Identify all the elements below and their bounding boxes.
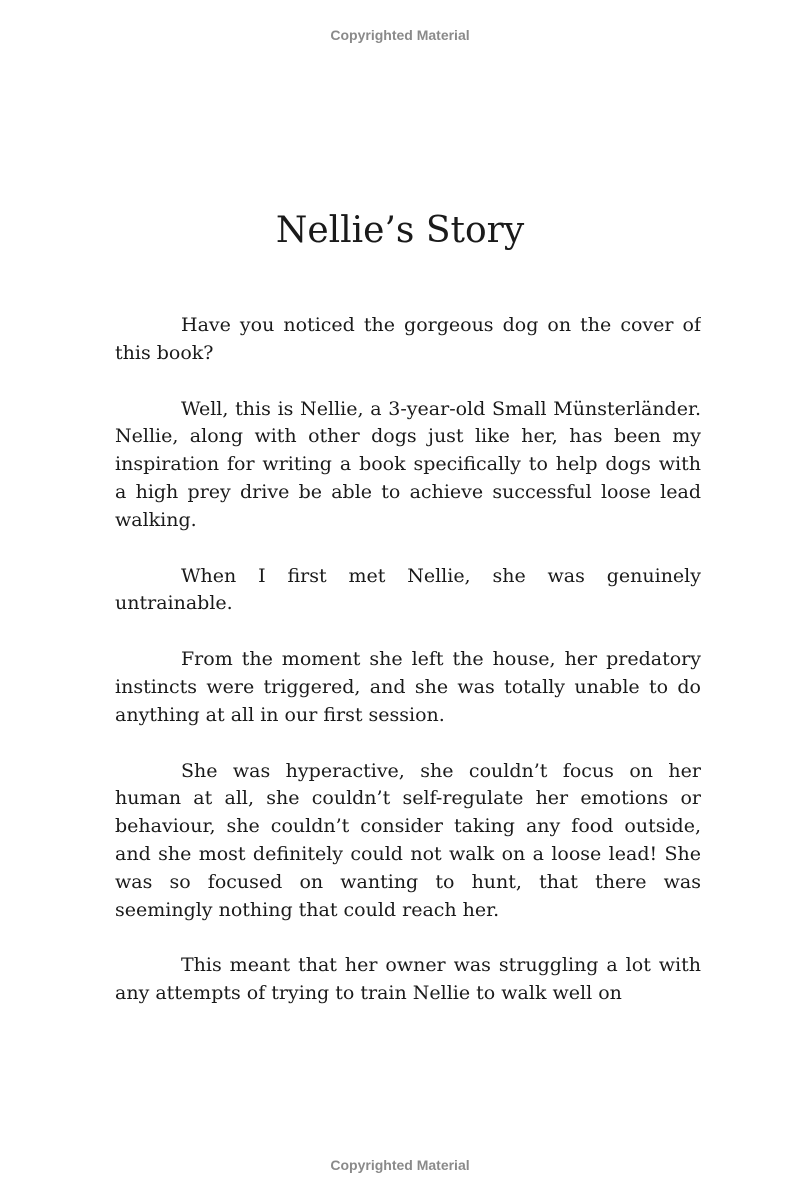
paragraph: Well, this is Nellie, a 3-year-old Small Münsterländer. Nellie, along with other dogs just like her, has been my inspiration for writing a book specifically to help dogs with a high prey drive be able to achieve successful loose lead walking. — [115, 397, 701, 531]
paragraph: She was hyperactive, she couldn’t focus on her human at all, she couldn’t self-regulate her emotions or behaviour, she couldn’t consider taking any food outside, and she most definitely could not walk on a loose lead! She was so focused on wanting to hunt, that there was seemingly nothing that could reach her. — [115, 759, 701, 921]
chapter-title: Nellie’s Story — [275, 210, 525, 251]
chapter-body — [115, 312, 701, 1012]
paragraph: This meant that her owner was struggling a lot with any attempts of trying to train Nellie to walk well on — [115, 954, 701, 1005]
copyright-watermark-top: Copyrighted Material — [330, 27, 470, 43]
copyright-watermark-bottom: Copyrighted Material — [330, 1157, 470, 1173]
paragraph: Have you noticed the gorgeous dog on the cover of this book? — [115, 314, 701, 364]
paragraph: When I first met Nellie, she was genuinely untrainable. — [115, 564, 701, 615]
paragraph: From the moment she left the house, her predatory instincts were triggered, and she was totally unable to do anything at all in our first session. — [115, 648, 701, 726]
